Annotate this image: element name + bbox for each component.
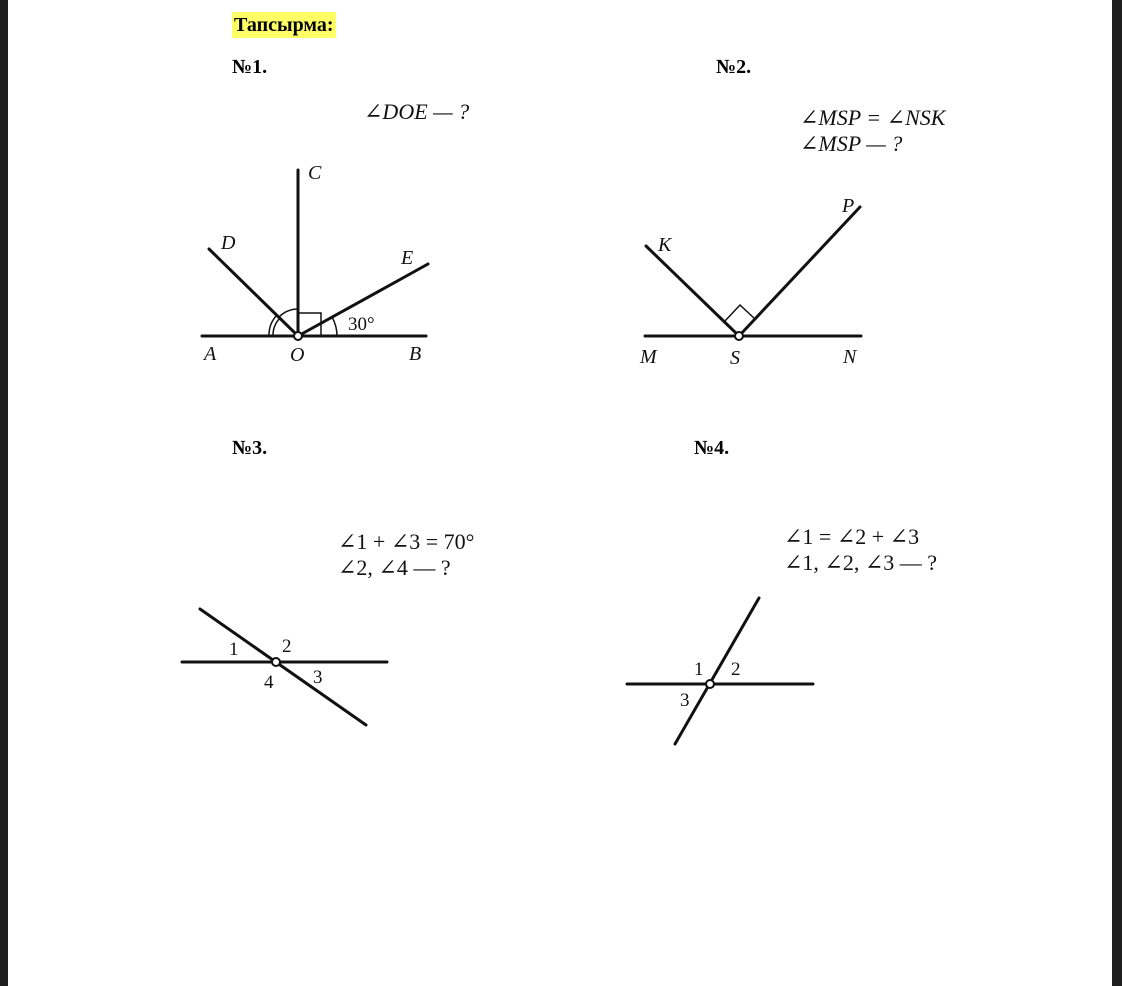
figure-3 [182, 609, 387, 725]
label-o: O [290, 344, 305, 366]
problem-2-condition-1: ∠MSP = ∠NSK [800, 105, 946, 130]
intersection-point-4 [706, 680, 714, 688]
problem-3-number: №3. [232, 437, 268, 459]
label-e: E [401, 247, 414, 269]
label-p: P [842, 195, 855, 217]
page-title: Тапсырма: [234, 14, 334, 36]
figure-4 [627, 598, 813, 744]
problem-4-condition-1: ∠1 = ∠2 + ∠3 [784, 524, 920, 549]
label-k: K [658, 234, 672, 256]
arc-mark-doc [279, 309, 298, 317]
arc-mark-aod-1 [273, 318, 280, 336]
label-angle-30: 30° [348, 314, 375, 335]
problem-3-condition-2: ∠2, ∠4 — ? [338, 555, 451, 580]
label-3-angle-3: 3 [313, 667, 323, 688]
document-page [8, 0, 1112, 986]
label-a: A [204, 343, 217, 365]
intersection-point-3 [272, 658, 280, 666]
label-4-angle-1: 1 [694, 659, 704, 680]
geometry-figures [8, 0, 1112, 986]
problem-1-condition: ∠DOE — ? [364, 99, 470, 124]
label-3-angle-1: 1 [229, 639, 239, 660]
problem-2-number: №2. [716, 56, 752, 78]
problem-2-condition-2: ∠MSP — ? [800, 131, 903, 156]
label-3-angle-4: 4 [264, 672, 274, 693]
point-s [735, 332, 743, 340]
label-4-angle-3: 3 [680, 690, 690, 711]
label-b: B [409, 343, 422, 365]
problem-1-number: №1. [232, 56, 268, 78]
label-4-angle-2: 2 [731, 659, 741, 680]
label-3-angle-2: 2 [282, 636, 292, 657]
problem-3-condition-1: ∠1 + ∠3 = 70° [338, 529, 475, 554]
label-s: S [730, 347, 740, 369]
point-o [294, 332, 302, 340]
ray-sk [646, 246, 739, 336]
figure-1 [202, 170, 428, 340]
ray-sp [739, 207, 860, 336]
right-angle-mark-2 [724, 305, 755, 322]
line-transversal-3 [200, 609, 366, 725]
arc-mark-eob [332, 317, 337, 336]
label-n: N [843, 346, 857, 368]
label-c: C [308, 162, 322, 184]
problem-4-number: №4. [694, 437, 730, 459]
label-d: D [221, 232, 236, 254]
label-m: M [640, 346, 657, 368]
line-transversal-4 [675, 598, 759, 744]
figure-2 [645, 207, 861, 340]
problem-4-condition-2: ∠1, ∠2, ∠3 — ? [784, 550, 938, 575]
ray-od [209, 249, 298, 336]
